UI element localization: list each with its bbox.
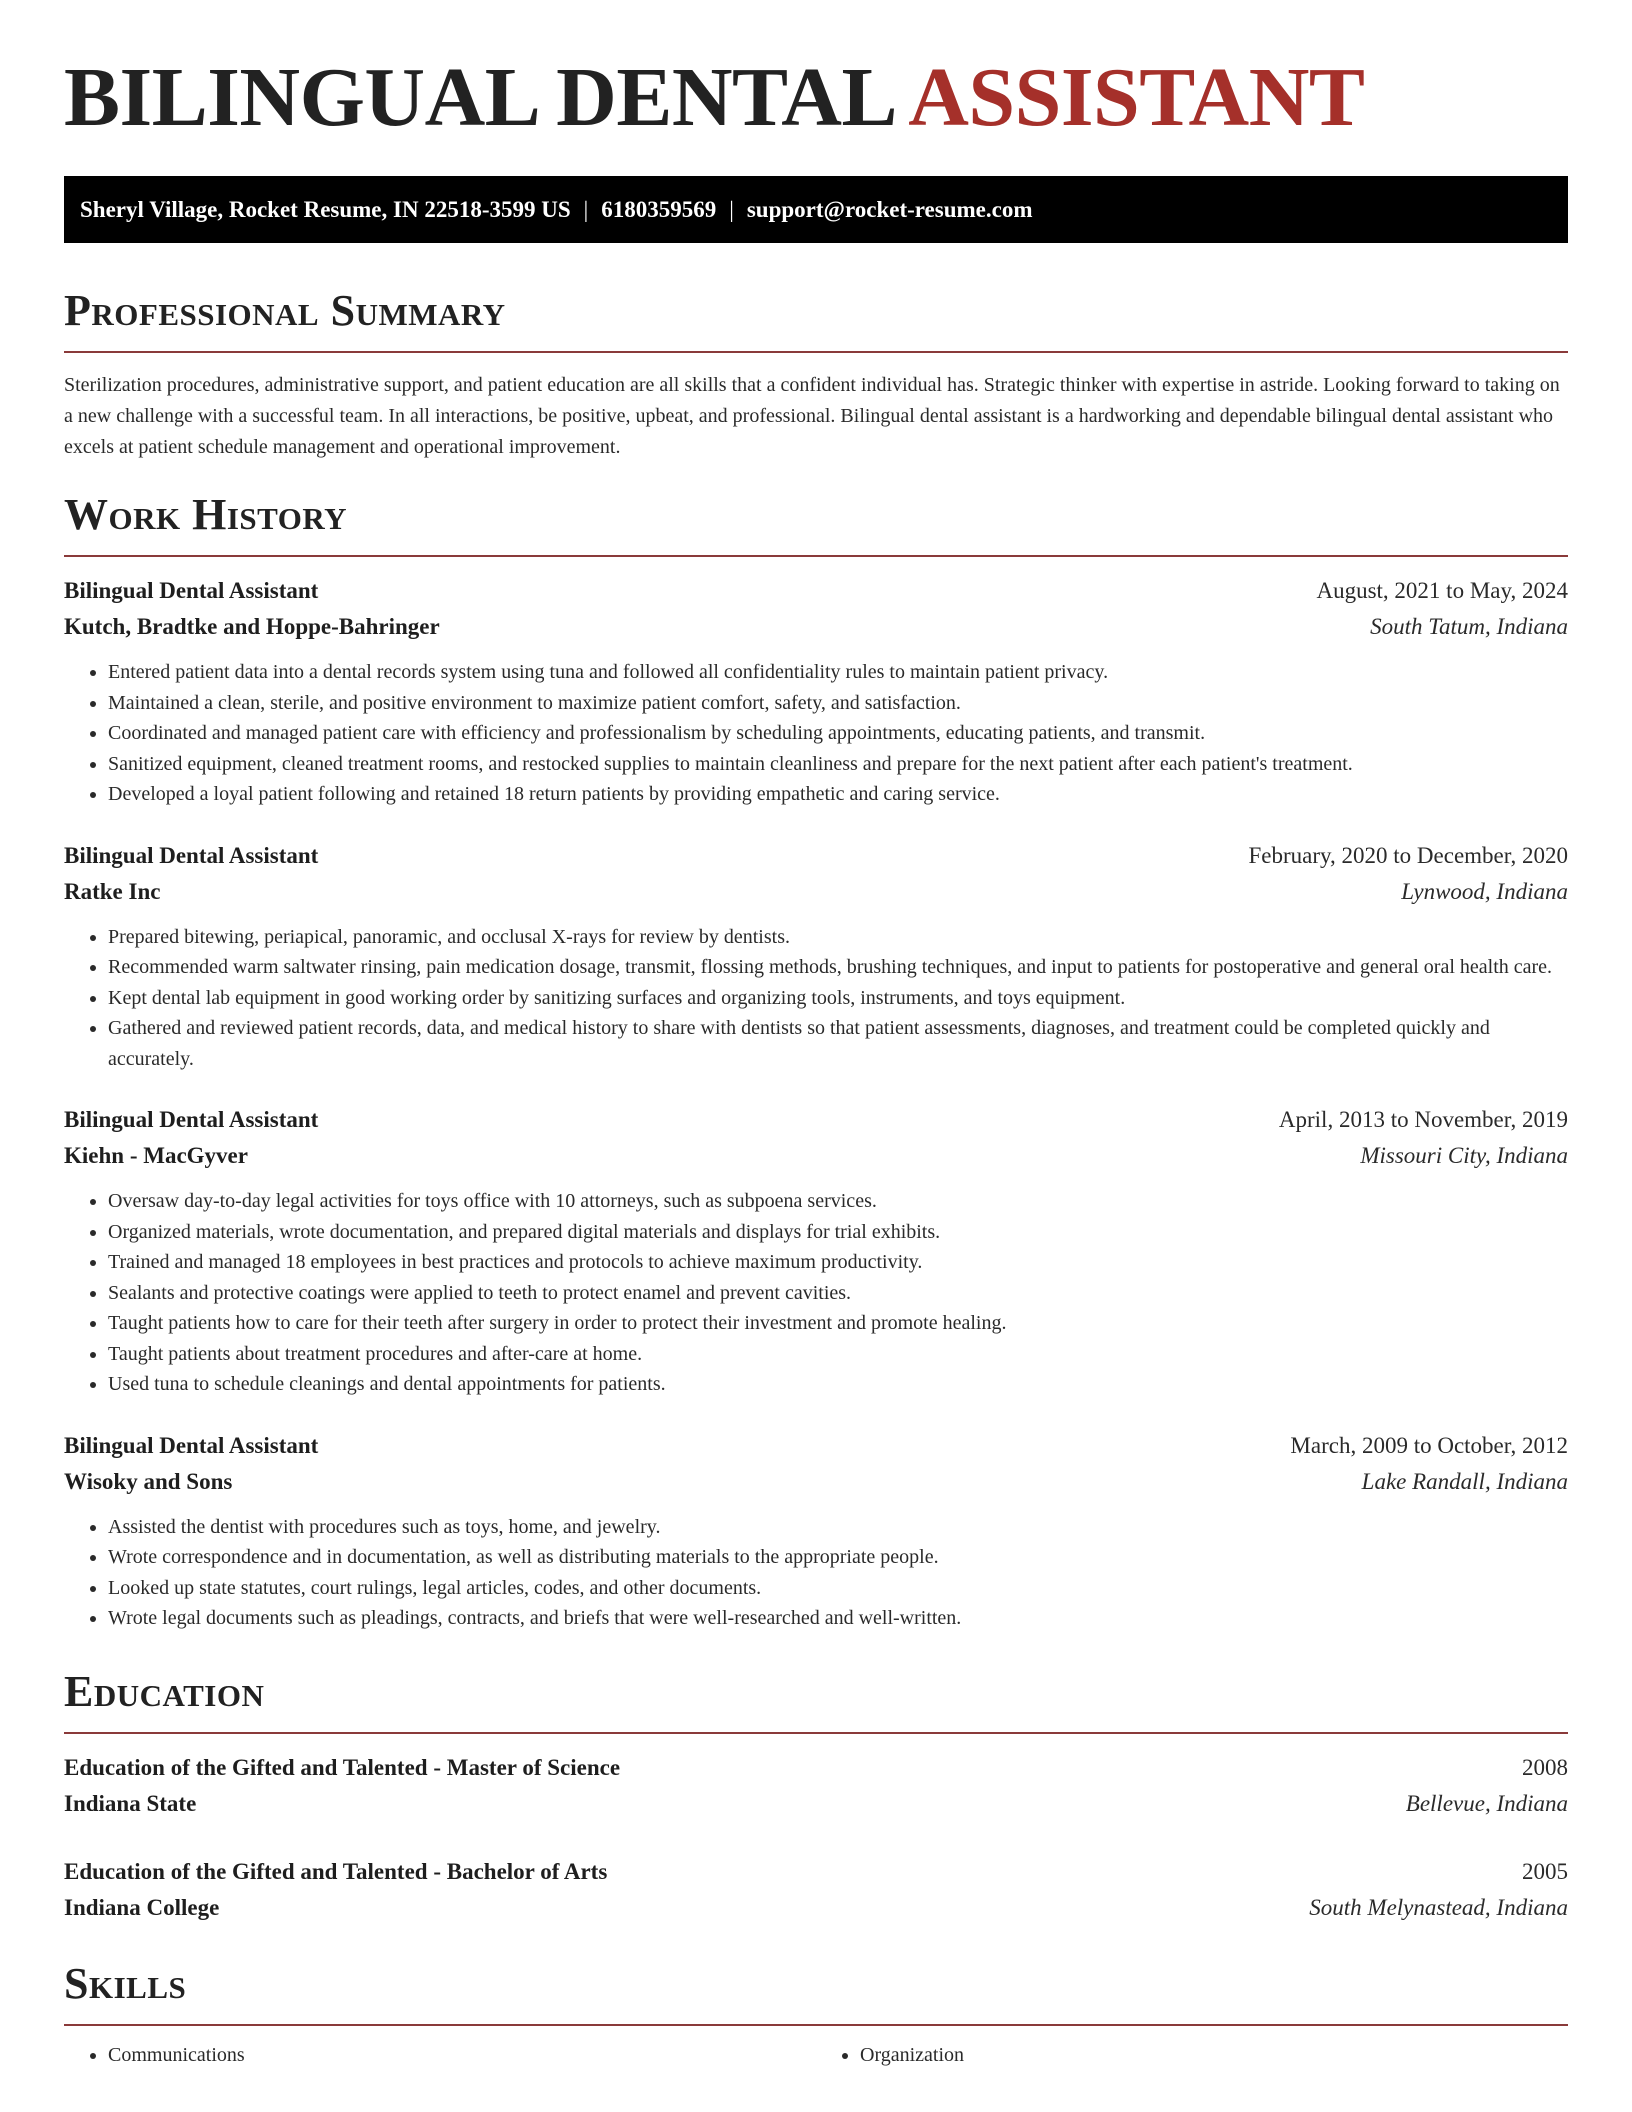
title-accent: ASSISTANT xyxy=(908,51,1365,144)
job-header xyxy=(64,573,1568,609)
job-company-row xyxy=(64,1464,1568,1500)
job-bullets xyxy=(64,1512,1568,1634)
job-location: Lake Randall, Indiana xyxy=(1361,1468,1568,1494)
list-item: • Taught patients how to care for their teeth after surgery in order to protect their investment and promote healing. xyxy=(108,1308,1568,1339)
education-degree: Education of the Gifted and Talented - Master of Science xyxy=(64,1754,621,1780)
list-item: • Developed a loyal patient following and retained 18 return patients by providing empathetic and caring service. xyxy=(108,779,1568,810)
job-header xyxy=(64,1102,1568,1138)
job-company-row xyxy=(64,874,1568,910)
skill-item: • Communications xyxy=(108,2040,816,2070)
job-dates: February, 2020 to December, 2020 xyxy=(1248,842,1568,868)
summary-heading: Professional Summary xyxy=(64,286,506,335)
summary-text: Sterilization procedures, administrative support, and patient education are all skills that a confident individual has. Strategic thinker with expertise in astride. Looking forward to taking on a new challenge with a successful team. In all interactions, be positive, upbeat, and professional. Bilingual dental assistant is a hardworking and dependable bilingual dental assistant who excels at patient schedule management and operational improvement. xyxy=(64,374,1560,458)
contact-phone: 6180359569 xyxy=(601,197,717,222)
resume-page xyxy=(64,0,1568,2070)
job-company: Kiehn - MacGyver xyxy=(64,1143,248,1168)
list-item: • Oversaw day-to-day legal activities for toys office with 10 attorneys, such as subpoena services. xyxy=(108,1186,1568,1217)
list-item: • Prepared bitewing, periapical, panoramic, and occlusal X-rays for review by dentists. xyxy=(108,922,1568,953)
education-header xyxy=(64,1854,1568,1890)
list-item: • Coordinated and managed patient care with efficiency and professionalism by scheduling appointments, educating patients, and transmit. xyxy=(108,718,1568,749)
education-school-row xyxy=(64,1786,1568,1822)
job-title: Bilingual Dental Assistant xyxy=(64,1432,319,1458)
job-title: Bilingual Dental Assistant xyxy=(64,578,319,603)
list-item: • Used tuna to schedule cleanings and dental appointments for patients. xyxy=(108,1369,1568,1400)
job-dates: March, 2009 to October, 2012 xyxy=(1290,1432,1568,1458)
education-location: Bellevue, Indiana xyxy=(1405,1790,1568,1816)
education-school: Indiana College xyxy=(64,1894,220,1920)
job-dates: April, 2013 to November, 2019 xyxy=(1278,1107,1568,1132)
section-divider xyxy=(64,1732,1568,1734)
resume-title xyxy=(64,0,1568,142)
contact-separator: | xyxy=(729,197,734,222)
education-year: 2008 xyxy=(1522,1754,1568,1780)
list-item: • Taught patients about treatment procedures and after-care at home. xyxy=(108,1339,1568,1370)
title-main: BILINGUAL DENTAL xyxy=(64,51,893,144)
skills-heading: Skills xyxy=(64,1958,187,2008)
list-item: • Looked up state statutes, court rulings, legal articles, codes, and other documents. xyxy=(108,1573,1568,1604)
job-title: Bilingual Dental Assistant xyxy=(64,1107,319,1132)
education-school-row xyxy=(64,1890,1568,1926)
education-school: Indiana State xyxy=(64,1790,197,1816)
education-entry xyxy=(64,1750,1568,1822)
education-location: South Melynastead, Indiana xyxy=(1309,1894,1568,1920)
job-bullets xyxy=(64,922,1568,1075)
list-item: • Wrote correspondence and in documentation, as well as distributing materials to the appropriate people. xyxy=(108,1542,1568,1573)
list-item: • Entered patient data into a dental records system using tuna and followed all confidentiality rules to maintain patient privacy. xyxy=(108,657,1568,688)
contact-email: support@rocket-resume.com xyxy=(746,197,1033,222)
job-company: Ratke Inc xyxy=(64,878,161,904)
job-location: Missouri City, Indiana xyxy=(1360,1143,1568,1168)
job-company-row xyxy=(64,609,1568,645)
work-history-section xyxy=(64,485,1568,1634)
job-company: Wisoky and Sons xyxy=(64,1468,233,1494)
education-header xyxy=(64,1750,1568,1786)
contact-separator: | xyxy=(583,197,589,222)
job-title: Bilingual Dental Assistant xyxy=(64,842,319,868)
skills-column xyxy=(816,2040,1568,2070)
list-item: • Sealants and protective coatings were applied to teeth to protect enamel and prevent cavities. xyxy=(108,1278,1568,1309)
job-entry xyxy=(64,1428,1568,1634)
skills-column xyxy=(64,2040,816,2070)
job-bullets xyxy=(64,1186,1568,1400)
list-item: • Sanitized equipment, cleaned treatment rooms, and restocked supplies to maintain cleanliness and prepare for the next patient after each patient's treatment. xyxy=(108,749,1568,780)
list-item: • Wrote legal documents such as pleadings, contracts, and briefs that were well-researched and well-written. xyxy=(108,1603,1568,1634)
list-item: • Recommended warm saltwater rinsing, pain medication dosage, transmit, flossing methods, brushing techniques, and input to patients for postoperative and general oral health care. xyxy=(108,952,1568,983)
education-year: 2005 xyxy=(1522,1858,1568,1884)
list-item: • Organized materials, wrote documentation, and prepared digital materials and displays for trial exhibits. xyxy=(108,1217,1568,1248)
section-divider xyxy=(64,555,1568,557)
work-history-heading: Work History xyxy=(64,490,348,539)
job-header xyxy=(64,1428,1568,1464)
job-entry xyxy=(64,838,1568,1075)
job-header xyxy=(64,838,1568,874)
skills-list xyxy=(64,2040,1568,2070)
section-divider xyxy=(64,2024,1568,2026)
section-divider xyxy=(64,351,1568,353)
job-company-row xyxy=(64,1138,1568,1174)
job-entry xyxy=(64,1102,1568,1400)
education-degree: Education of the Gifted and Talented - Bachelor of Arts xyxy=(64,1858,608,1884)
job-company: Kutch, Bradtke and Hoppe-Bahringer xyxy=(64,614,440,639)
list-item: • Maintained a clean, sterile, and positive environment to maximize patient comfort, safety, and satisfaction. xyxy=(108,688,1568,719)
education-entry xyxy=(64,1854,1568,1926)
job-entry xyxy=(64,573,1568,810)
job-bullets xyxy=(64,657,1568,810)
skills-section xyxy=(64,1954,1568,2070)
list-item: • Assisted the dentist with procedures such as toys, home, and jewelry. xyxy=(108,1512,1568,1543)
contact-address: Sheryl Village, Rocket Resume, IN 22518-3599 US xyxy=(80,197,571,222)
education-section xyxy=(64,1662,1568,1926)
contact-bar xyxy=(64,176,1568,243)
skill-item: • Organization xyxy=(860,2040,1568,2070)
job-dates: August, 2021 to May, 2024 xyxy=(1316,578,1568,603)
education-heading: Education xyxy=(64,1666,265,1716)
list-item: • Trained and managed 18 employees in best practices and protocols to achieve maximum productivity. xyxy=(108,1247,1568,1278)
list-item: • Kept dental lab equipment in good working order by sanitizing surfaces and organizing tools, instruments, and toys equipment. xyxy=(108,983,1568,1014)
job-location: Lynwood, Indiana xyxy=(1401,878,1568,904)
job-location: South Tatum, Indiana xyxy=(1370,614,1568,639)
summary-section xyxy=(64,281,1568,463)
list-item: • Gathered and reviewed patient records, data, and medical history to share with dentists so that patient assessments, diagnoses, and treatment could be completed quickly and accurately. xyxy=(108,1013,1568,1074)
